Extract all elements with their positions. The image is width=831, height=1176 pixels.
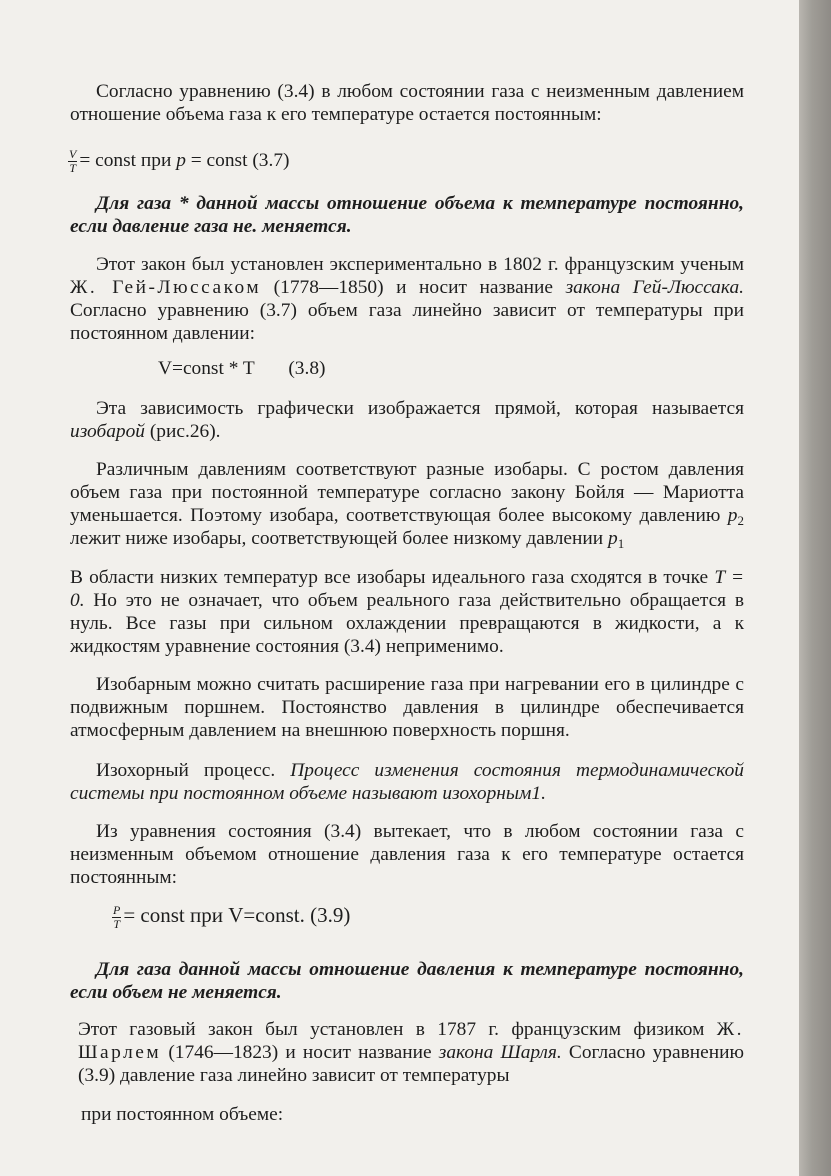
paragraph-low-temperature: В области низких температур все изобары идеального газа сходятся в точке T = 0. Но это не означает, что объем реального газа действительно обращается в нуль. Все газы при сильном охлаждении превращаются в жидкости, а к жидкостям уравнение состояния (3.4) неприменимо.: [70, 567, 744, 657]
fraction-p-over-t: $\frac{P}{T}$: [113, 903, 121, 932]
rule-charles: Для газа данной массы отношение давления к температуре постоянно, если объем не меняется.: [70, 959, 744, 1003]
formula-3-9: $\frac{P}{T}$ = const при V=const. (3.9): [113, 903, 351, 932]
paragraph-isochoric-definition: Изохорный процесс. Процесс изменения состояния термодинамической системы при постоянном объеме называют изохорным1.: [70, 760, 744, 804]
paragraph-charles: Этот газовый закон был установлен в 1787 г. французским физиком Ж. Шарлем (1746—1823) и носит название закона Шарля. Согласно уравнению (3.9) давление газа линейно зависит от температуры: [78, 1019, 744, 1086]
paragraph-intro: Согласно уравнению (3.4) в любом состоянии газа с неизменным давлением отношение объема газа к его температуре остается постоянным:: [70, 81, 744, 125]
rule-gay-lussac: Для газа * данной массы отношение объема к температуре постоянно, если давление газа не. меняется.: [70, 193, 744, 237]
paragraph-isobaric-expansion: Изобарным можно считать расширение газа при нагревании его в цилиндре с подвижным поршнем. Постоянство давления в цилиндре обеспечивается атмосферным давлением на внешнюю поверхность поршня.: [70, 674, 744, 741]
formula-3-8: V=const * T (3.8): [158, 358, 326, 379]
paragraph-gay-lussac: Этот закон был установлен экспериментально в 1802 г. французским ученым Ж. Гей-Люссаком (1778—1850) и носит название закона Гей-Люссака. Согласно уравнению (3.7) объем газа линейно зависит от температуры при постоянном давлении:: [70, 254, 745, 344]
fraction-v-over-t: $\frac{V}{T}$: [69, 147, 77, 175]
paragraph-isobars-pressure: Различным давлениям соответствуют разные изобары. С ростом давления объем газа при постоянной температуре согласно закону Бойля — Мариотта уменьшается. Поэтому изобара, соответствующая более высокому давлению $p_2$ лежит ниже изобары, соответствующей более низкому давлении $p_1$: [70, 459, 744, 551]
formula-3-7: $\frac{V}{T}$ = const при p = const (3.7): [69, 147, 290, 175]
paragraph-isobar: Эта зависимость графически изображается прямой, которая называется изобарой (рис.26).: [70, 398, 744, 442]
page-edge-shadow: [799, 0, 831, 1176]
paragraph-constant-volume: при постоянном объеме:: [81, 1104, 284, 1125]
paragraph-state-equation: Из уравнения состояния (3.4) вытекает, что в любом состоянии газа с неизменным объемом отношение давления газа к его температуре остается постоянным:: [70, 821, 744, 888]
